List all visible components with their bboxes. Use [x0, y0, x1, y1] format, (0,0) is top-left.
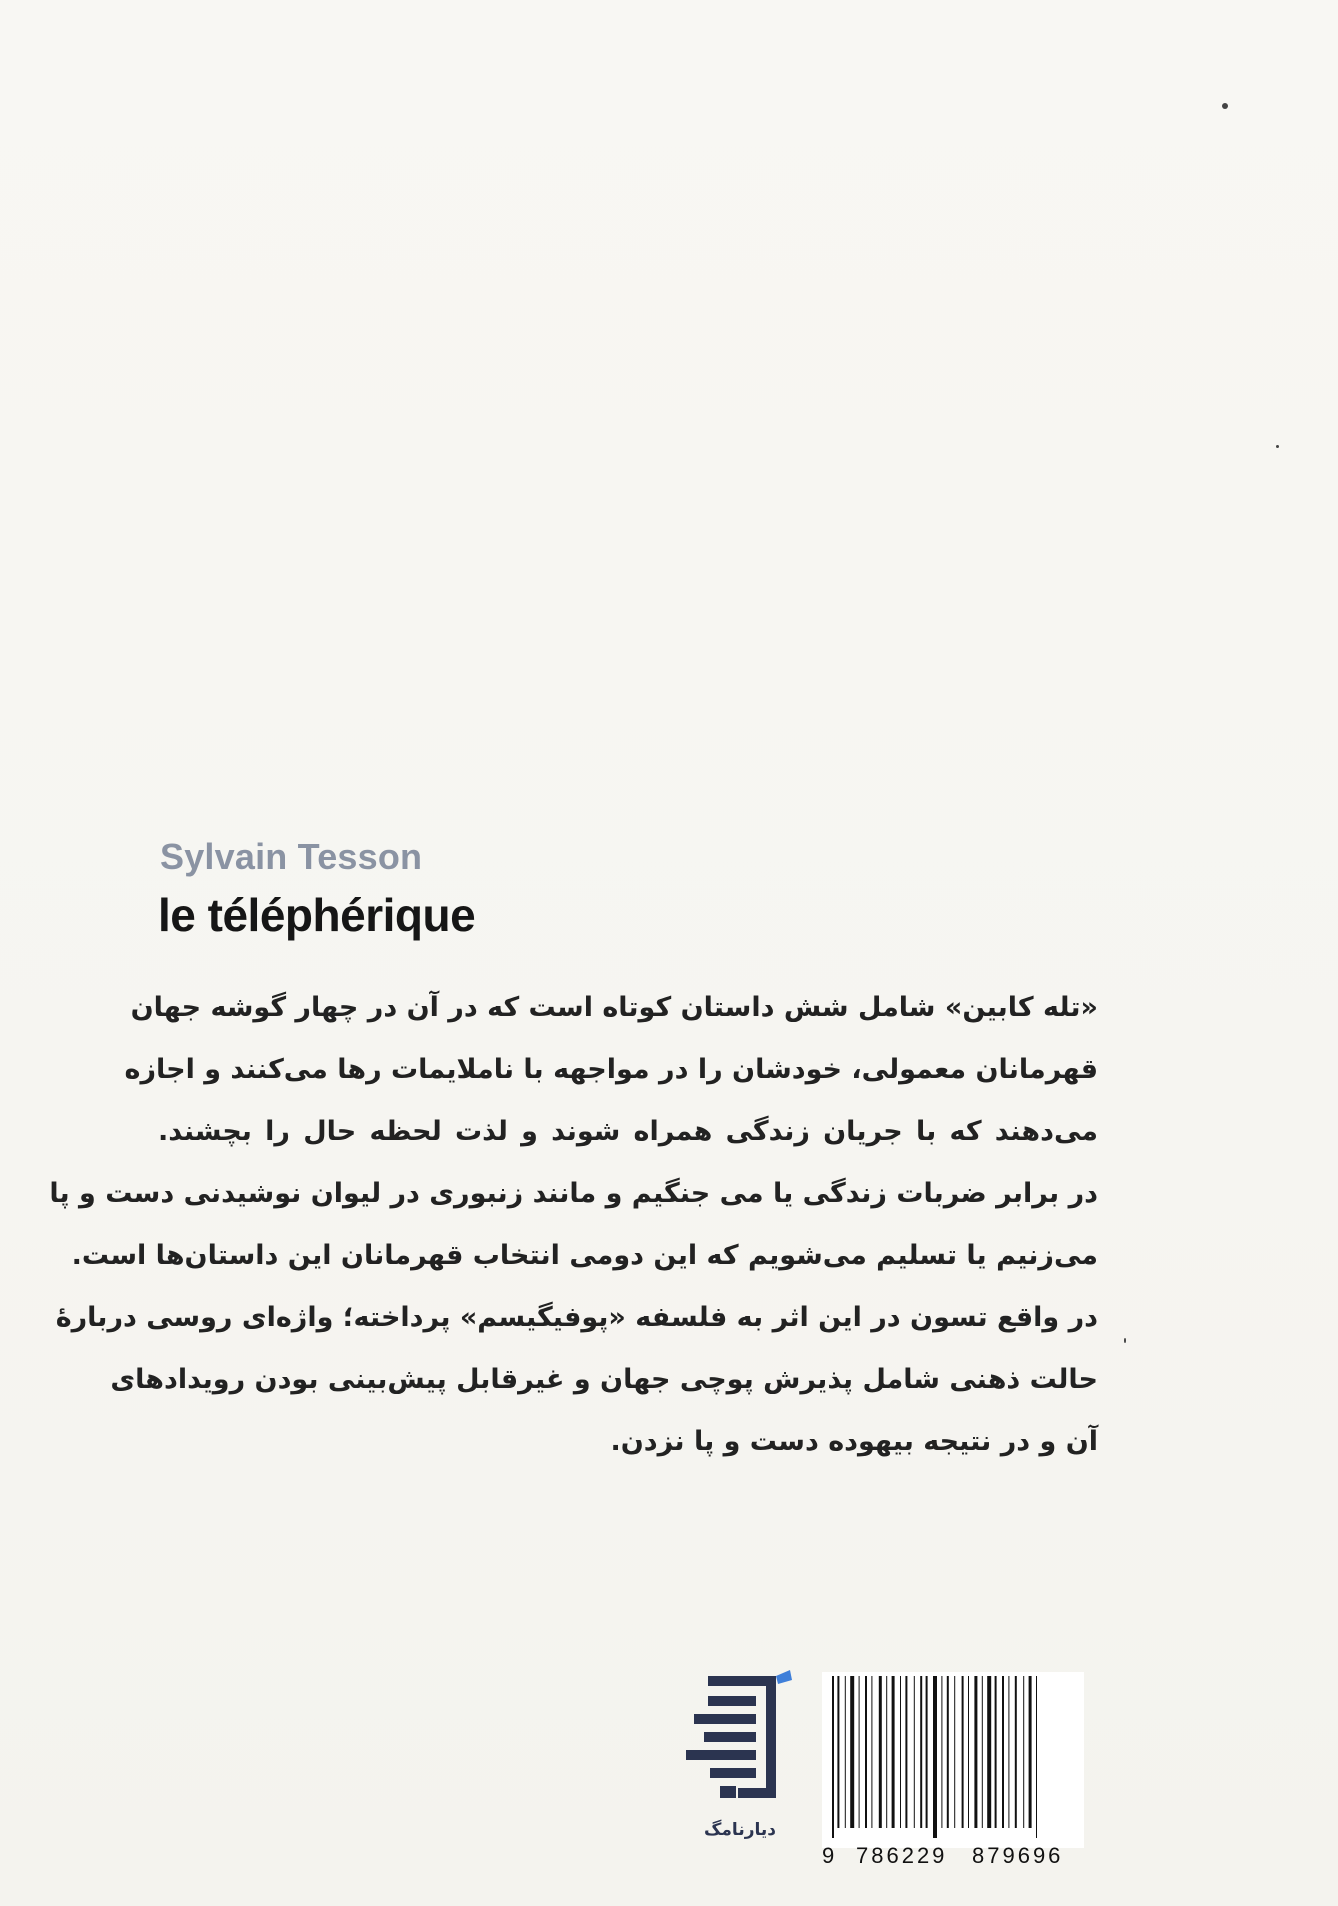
barcode-bar — [947, 1676, 949, 1828]
barcode-bars — [822, 1672, 1084, 1838]
publisher-logo-icon — [680, 1670, 800, 1810]
barcode-bar — [1029, 1676, 1032, 1828]
barcode-bar — [982, 1676, 983, 1828]
blurb-line: می‌زنیم یا تسلیم می‌شویم که این دومی انتخاب قهرمانان این داستان‌ها است. — [71, 1240, 1098, 1271]
barcode-bar — [1036, 1676, 1037, 1838]
barcode-bar — [832, 1676, 834, 1838]
dust-speck — [1222, 103, 1228, 109]
blurb-line: می‌دهند که با جریان زندگی همراه شوند و لذت لحظه حال را بچشند. — [158, 1116, 1098, 1147]
blurb-text — [49, 977, 1098, 1473]
dust-speck — [1276, 445, 1279, 448]
barcode-bar — [926, 1676, 928, 1828]
author-name: Sylvain Tesson — [160, 836, 423, 877]
blurb-line: در واقع تسون در این اثر به فلسفه «پوفیگیسم» پرداخته؛ واژه‌ای روسی دربارهٔ — [55, 1302, 1098, 1333]
barcode-bar — [850, 1676, 854, 1828]
barcode-bar — [886, 1676, 887, 1828]
barcode-bar — [1023, 1676, 1024, 1828]
blurb-line: آن و در نتیجه بیهوده دست و پا نزدن. — [610, 1426, 1098, 1457]
isbn-group-2: 879696 — [972, 1843, 1064, 1868]
barcode-bar — [941, 1676, 942, 1828]
barcode-bar — [859, 1676, 860, 1828]
barcode-bar — [879, 1676, 882, 1828]
barcode-bar — [954, 1676, 955, 1828]
isbn-barcode — [822, 1672, 1084, 1848]
barcode-bar — [837, 1676, 839, 1828]
barcode-bar — [871, 1676, 872, 1828]
isbn-digits — [822, 1843, 1084, 1869]
barcode-bar — [1008, 1676, 1009, 1828]
barcode-bar — [962, 1676, 964, 1828]
barcode-bar — [892, 1676, 895, 1828]
blurb-line: در برابر ضربات زندگی یا می جنگیم و مانند زنبوری در لیوان نوشیدنی دست و پا — [49, 1178, 1098, 1209]
barcode-bar — [968, 1676, 969, 1828]
blurb-line: حالت ذهنی شامل پذیرش پوچی جهان و غیرقابل پیش‌بینی بودن رویدادهای — [110, 1364, 1098, 1395]
blurb-line: قهرمانان معمولی، خودشان را در مواجهه با ناملایمات رها می‌کنند و اجازه — [124, 1054, 1098, 1085]
barcode-bar — [1002, 1676, 1004, 1828]
isbn-lead-digit: 9 — [822, 1843, 835, 1868]
barcode-bar — [865, 1676, 867, 1828]
blurb-line: «تله کابین» شامل شش داستان کوتاه است که در آن در چهار گوشه جهان — [130, 992, 1098, 1023]
barcode-bar — [905, 1676, 907, 1828]
book-title: le téléphérique — [158, 889, 476, 941]
dust-speck — [1124, 1338, 1126, 1343]
barcode-bar — [1015, 1676, 1017, 1828]
barcode-bar — [900, 1676, 901, 1828]
barcode-bar — [845, 1676, 846, 1828]
isbn-group-1: 786229 — [856, 1843, 948, 1868]
barcode-bar — [933, 1676, 937, 1838]
barcode-bar — [995, 1676, 997, 1828]
publisher-name: دیارنامگ — [704, 1820, 776, 1840]
barcode-bar — [987, 1676, 991, 1828]
barcode-bar — [920, 1676, 922, 1828]
barcode-bar — [974, 1676, 977, 1828]
barcode-bar — [914, 1676, 915, 1828]
